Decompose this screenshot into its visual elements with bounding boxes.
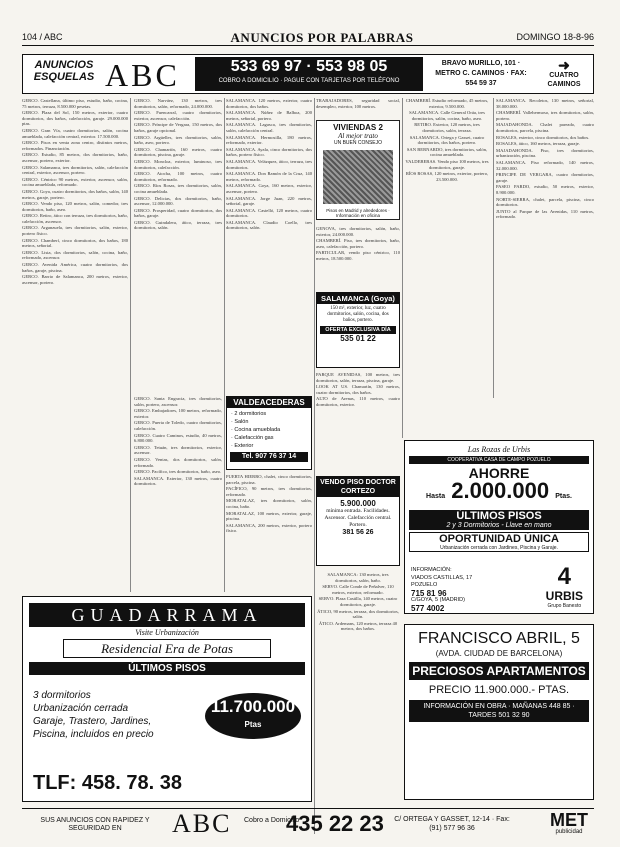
classified-ad: GERCO. Goya, cuatro dormitorios, dos baños, salón, 140 metros, garaje, portero. xyxy=(22,188,128,200)
feature-item: · 2 dormitorios xyxy=(231,411,267,417)
footer-cobro: Cobro a Domicilio xyxy=(244,817,300,824)
guadarrama-price-unit: Ptas xyxy=(244,720,262,729)
classified-ad: GERCO. Ríos Rosas, tres dormitorios, salón, cocina amueblada. xyxy=(134,183,222,194)
classified-ad: GERCO. Delicias, dos dormitorios, baño, ascensor, 12.000.000. xyxy=(134,195,222,207)
abril-price: PRECIO 11.900.000.- PTAS. xyxy=(428,684,570,696)
urbis-ad xyxy=(404,440,594,614)
guadarrama-title: GUADARRAMA xyxy=(29,603,305,627)
viviendas-photo xyxy=(323,150,393,204)
guadarrama-visit: Visite Urbanización xyxy=(135,628,199,637)
page-label: 104 / ABC xyxy=(22,32,63,42)
urbis-oportunidad xyxy=(409,532,589,552)
classifieds-column-2 xyxy=(134,98,222,390)
classified-ad: CHAMBERÍ. Piso, tres dormitorios, baño, aseo, calefacción, portero. xyxy=(316,238,400,249)
classified-ad: GERCO. Retiro, ático con terraza, tres dormitorios, baño, calefacción, ascensor. xyxy=(22,213,128,224)
abril-title: PRECIOSOS APARTAMENTOS xyxy=(409,662,589,680)
urbis-oportunidad-sub: Urbanización cerrada con Jardines, Piscina y Garaje. xyxy=(440,545,558,551)
urbis-info-line: POZUELO xyxy=(411,582,438,588)
abril-name: FRANCISCO ABRIL, 5 xyxy=(418,630,580,647)
urbis-amount-line xyxy=(405,480,593,508)
abril-hours: INFORMACIÓN EN OBRA · MAÑANAS 448 85 · TARDES 501 32 90 xyxy=(409,700,589,722)
urbis-logo xyxy=(546,565,583,609)
urbis-ultimos-title: ÚLTIMOS PISOS xyxy=(456,510,542,522)
classified-ad: NORTE-SIERRA, chalet, parcela, piscina, cinco dormitorios. xyxy=(496,196,594,208)
viviendas-brand: VIVIENDAS 2 xyxy=(333,123,383,132)
salamanca-body: 150 m², exterior, luz, cuatro dormitorios, salón, cocina, dos baños, portero. xyxy=(327,306,389,323)
footer-abc-logo: ABC xyxy=(172,809,232,838)
guadarrama-residencial: Residencial Era de Potas xyxy=(63,639,271,658)
salamanca-phone: 535 01 22 xyxy=(340,334,376,343)
classified-ad: GERCO. Fuencarral, cuatro dormitorios, exterior, ascensor, calefacción. xyxy=(134,110,222,121)
page-footer-ad xyxy=(22,808,594,838)
abc-ad-banner xyxy=(22,54,594,94)
classified-ad: SALAMANCA. Claudio Coello, tres dormitorios, salón. xyxy=(226,219,312,231)
urbis-hasta: Hasta xyxy=(426,493,446,500)
salamanca-offer: OFERTA EXCLUSIVA DÍA xyxy=(320,326,396,334)
classified-ad: MORATALAZ, 100 metros, exterior, garaje, piscina. xyxy=(226,510,312,522)
urbis-info-line: 715 81 96 xyxy=(411,588,447,598)
classified-ad: GERCO. Narváez, 130 metros, tres dormitorios, salón, reformado, 24.000.000. xyxy=(134,98,222,109)
urbis-ultimos-sub: 2 y 3 Dormitorios - Llave en mano xyxy=(446,522,552,529)
feature-item: Urbanización cerrada xyxy=(33,703,129,714)
vendo-price: 5.900.000 xyxy=(340,499,376,508)
classified-ad: GERCO. Argüelles, tres dormitorios, salón, baño, aseo, portero. xyxy=(134,134,222,146)
classifieds-column-4-low xyxy=(316,372,400,470)
urbis-info-line: C/GOYA, 5 (MADRID) xyxy=(411,597,465,603)
met-logo-sub: publicidad xyxy=(555,829,583,835)
classified-ad: SALAMANCA. 120 metros, exterior, cuatro dormitorios, dos baños. xyxy=(226,98,312,109)
classified-ad: SALAMANCA. Ortega y Gasset, cuatro dormitorios, dos baños, portero. xyxy=(409,134,485,146)
classified-ad: GERCO. Chamartín, 160 metros, cuatro dormitorios, piscina, garaje. xyxy=(134,146,222,158)
classified-ad: GERCO. Tetuán, tres dormitorios, exterior, ascensor. xyxy=(134,444,222,456)
footer-address: C/ ORTEGA Y GASSET, 12-14 · Fax: (91) 577 96 36 xyxy=(394,816,510,832)
vendo-title: VENDO PISO DOCTOR CORTEZO xyxy=(317,477,399,497)
classified-ad: TRABAJADORES, seguridad social, desempleo, exterior, 100 metros. xyxy=(316,98,400,109)
classified-ad: PARTICULAR, vendo piso céntrico, 110 metros, 18.500.000. xyxy=(316,250,400,261)
classified-ad: SALAMANCA. Calle General Oráa, tres dormitorios, salón, cocina, baño, aseo. xyxy=(409,110,485,121)
classified-ad: GERCO. Salamanca, tres dormitorios, salón, calefacción central, exterior, ascensor, portero. xyxy=(22,164,128,176)
classified-ad: SALAMANCA. Goya, 160 metros, exterior, ascensor, portero. xyxy=(226,183,312,194)
vendo-piso-ad xyxy=(316,476,400,566)
classified-ad: SALAMANCA. Velázquez, ático, terraza, tres dormitorios. xyxy=(226,158,312,170)
feature-item: · Exterior xyxy=(231,443,254,449)
classified-ad: GERCO. Atocha, 100 metros, cuatro dormitorios, reformado. xyxy=(134,171,222,182)
salamanca-title: SALAMANCA (Goya) xyxy=(317,293,399,304)
urbis-info-title: INFORMACIÓN: xyxy=(411,567,452,573)
classified-ad: CHAMBERÍ. Vallehermoso, tres dormitorios, salón, portero. xyxy=(496,110,594,121)
classified-ad: RETIRO. Exterior, 120 metros, tres dormitorios, salón, terraza. xyxy=(414,122,480,133)
classified-ad: GERCO. Gran Vía, cuatro dormitorios, salón, cocina amueblada, calefacción central, exterior. 17.500.000. xyxy=(22,127,128,139)
banner-phones xyxy=(195,57,423,91)
guadarrama-price-value: 11.700.000 xyxy=(210,697,296,716)
classified-ad: GERCO. Estudio, 85 metros, dos dormitorios, baño, ascensor, portero, exterior. xyxy=(22,152,128,163)
banner-phone-numbers: 533 69 97 · 553 98 05 xyxy=(230,58,388,75)
column-divider xyxy=(493,98,494,398)
classifieds-column-4-bottom xyxy=(316,572,400,834)
classifieds-column-3-low xyxy=(226,474,312,592)
classified-ad: ROSALES, exterior, cinco dormitorios, dos baños. xyxy=(496,134,590,140)
urbis-logo-sub: Grupo Banesto xyxy=(547,603,582,609)
urbis-info xyxy=(411,567,531,612)
classified-ad: JUNTO al Parque de las Avenidas, 110 metros, reformado. xyxy=(496,208,594,220)
classified-ad: SERVO. Calle Conde de Peñalver, 110 metros, exterior, reformado. xyxy=(322,584,394,595)
classified-ad: GERCO. Lista, dos dormitorios, salón, cocina, baño, reformado, ascensor. xyxy=(22,249,128,261)
classified-ad: GERCO. Vendo piso, 120 metros, salón, comedor, tres dormitorios, baño, aseo. xyxy=(22,201,128,212)
classified-ad: CHAMBERÍ. Estudio reformado, 45 metros, exterior, 9.500.000. xyxy=(405,98,489,109)
urbis-oportunidad-title: OPORTUNIDAD ÚNICA xyxy=(439,533,559,545)
met-logo-word: MET xyxy=(550,810,588,830)
feature-item: 3 dormitorios xyxy=(33,690,91,701)
feature-item: · Cocina amueblada xyxy=(231,427,281,433)
classified-ad: SALAMANCA. Jorge Juan, 220 metros, señorial, garaje. xyxy=(226,195,312,207)
classified-ad: GERCO. Príncipe de Vergara, 150 metros, dos baños, garaje opcional. xyxy=(134,122,222,133)
classified-ad: GERCO. Arganzuela, tres dormitorios, salón, exterior, portero físico. xyxy=(22,225,128,237)
urbis-logo-word: URBIS xyxy=(545,589,583,603)
column-divider xyxy=(402,98,403,438)
guadarrama-ad xyxy=(22,596,312,802)
classified-ad: SALAMANCA. Lagasca, tres dormitorios, salón, calefacción central. xyxy=(226,122,312,133)
classified-ad: MORATALAZ, tres dormitorios, salón, cocina, baño. xyxy=(226,498,312,509)
classifieds-column-6 xyxy=(496,98,594,394)
abc-logo: ABC xyxy=(105,57,180,93)
classified-ad: GERCO. Santa Engracia, tres dormitorios, salón, portero, ascensor. xyxy=(134,396,222,407)
column-divider xyxy=(314,98,315,834)
classified-ad: PASEO PARDO, estudio, 50 metros, exterior, 8.900.000. xyxy=(496,184,594,195)
arrow-icon: ➜ xyxy=(558,57,570,73)
valdeacederas-phone: Tel. 907 76 37 14 xyxy=(230,452,308,462)
classified-ad: GERCO. Cuatro Caminos, estudio, 40 metros, 6.800.000. xyxy=(134,432,222,444)
classified-ad: PUERTA HIERRO, chalet, cinco dormitorios, parcela, piscina. xyxy=(226,474,312,485)
classified-ad: SALAMANCA. Recoletos, 130 metros, señorial, 38.000.000. xyxy=(496,98,594,109)
classified-ad: GERCO. Barrio de Salamanca, 200 metros, exterior, ascensor, portero. xyxy=(22,274,128,285)
classified-ad: SALAMANCA. Hermosilla, 180 metros, reformado, exterior. xyxy=(226,134,312,146)
page-header xyxy=(22,30,594,46)
classified-ad: VALDEBEBAS. Vendo piso 100 metros, tres dormitorios, garaje. xyxy=(405,158,489,170)
urbis-ahorre: AHORRE xyxy=(468,465,530,481)
vendo-text: mínima entrada. Facilidades. Ascensor. Calefacción central. Portero. xyxy=(324,508,392,528)
classified-ad: PRINCIPE DE VERGARA, cuatro dormitorios, garaje. xyxy=(496,172,594,183)
classified-ad: GERCO. Castellana, último piso, estudio, baño, cocina, 75 metros, terraza, 8.500.000 pesetas. xyxy=(22,98,128,109)
classified-ad: PARQUE AVENIDAS, 100 metros, tres dormitorios, salón, terraza, piscina, garaje. xyxy=(316,372,400,383)
urbis-unit: Ptas. xyxy=(555,493,572,500)
classified-ad: LOOK AT US. Chamartín, 130 metros, cuatro dormitorios, dos baños. xyxy=(316,384,400,395)
urbis-info-line: VIADOS CASTILLAS, 17 xyxy=(411,574,473,581)
classified-ad: GERCO. Avenida América, cuatro dormitorios, dos baños, garaje, piscina. xyxy=(22,262,128,273)
column-divider xyxy=(224,98,225,592)
classified-ad: GERCO. Embajadores, 100 metros, reformado, exterior. xyxy=(134,408,222,419)
classified-ad: MAJADAHONDA. Chalet pareado, cuatro dormitorios, parcela, piscina. xyxy=(496,122,594,133)
cuatro-caminos-badge xyxy=(537,59,591,89)
classified-ad: GERCO. Ventas, dos dormitorios, salón, reformado. xyxy=(134,456,222,468)
feature-item: Garaje, Trastero, Jardines, xyxy=(33,716,152,727)
section-title: ANUNCIOS POR PALABRAS xyxy=(230,30,414,45)
classifieds-column-1 xyxy=(22,98,128,574)
classifieds-column-4-top xyxy=(316,98,400,118)
footer-left-text: SUS ANUNCIOS CON RAPIDEZ Y SEGURIDAD EN xyxy=(40,817,150,832)
urbis-ultimos xyxy=(409,510,589,530)
urbis-logo-icon: 4 xyxy=(557,563,571,590)
valdeacederas-ad xyxy=(226,396,312,470)
classified-ad: SALAMANCA, 200 metros, exterior, portero físico. xyxy=(226,522,312,534)
urbis-amount: 2.000.000 xyxy=(451,478,550,503)
classified-ad: GERCO. Guindalera, ático, terraza, tres dormitorios, salón. xyxy=(134,219,222,231)
classified-ad: ROSALES, ático, 160 metros, terraza, garaje. xyxy=(496,141,580,147)
guadarrama-phone: TLF: 458. 78. 38 xyxy=(33,772,182,794)
banner-phone-note: COBRO A DOMICILIO · PAGUE CON TARJETAS POR TELÉFONO xyxy=(218,78,400,84)
classified-ad: GERCO. Prosperidad, cuatro dormitorios, dos baños, garaje. xyxy=(134,207,222,219)
francisco-abril-ad xyxy=(404,624,594,800)
classified-ad: GENOVA, tres dormitorios, salón, baño, exterior, 24.000.000. xyxy=(316,226,400,237)
classified-ad: PACÍFICO, 90 metros, tres dormitorios, reformado. xyxy=(226,486,312,497)
urbis-brand: Las Rozas de Urbis xyxy=(467,445,531,454)
feature-item: Piscina, incluidos en precio xyxy=(33,729,154,740)
guadarrama-features xyxy=(33,689,154,741)
footer-phone: 435 22 23 xyxy=(286,811,384,836)
classified-ad: ÁTICO, 90 metros, terraza, dos dormitorios, salón. xyxy=(317,608,399,620)
met-logo xyxy=(550,811,588,836)
viviendas-sub: UN BUEN CONSEJO xyxy=(333,140,383,146)
feature-item: · Salón xyxy=(231,419,249,425)
classified-ad: SALAMANCA. Castelló, 120 metros, cuatro dormitorios. xyxy=(226,207,312,219)
guadarrama-ultimos: ÚLTIMOS PISOS xyxy=(29,662,305,675)
classified-ad: GERCO. Céntrico 90 metros, exterior, ascensor, salón, cocina amueblada, reformado. xyxy=(22,176,128,188)
classified-ad: SALAMANCA. Núñez de Balboa, 200 metros, señorial, portero. xyxy=(226,110,312,121)
urbis-bar: COOPERATIVA CASA DE CAMPO POZUELO xyxy=(409,456,589,464)
classified-ad: RÍOS ROSAS, 120 metros, exterior, portero, 23.500.000. xyxy=(405,171,489,182)
classified-ad: SALAMANCA. Don Ramón de la Cruz, 140 metros, reformado. xyxy=(226,171,312,182)
viviendas-ad xyxy=(316,120,400,220)
classified-ad: GERCO. Pisos en venta zona centro, distintos metros, reformados. Financiación. xyxy=(22,140,128,151)
banner-address: BRAVO MURILLO, 101 · METRO C. CAMINOS · FAX: 554 59 37 xyxy=(435,60,527,87)
cuatro-caminos-label: CUATRO CAMINOS xyxy=(547,72,581,88)
classifieds-column-2-low xyxy=(134,396,222,592)
valdeacederas-features xyxy=(227,408,311,452)
classified-ad: SALAMANCA: 130 metros, tres dormitorios, salón, baño. xyxy=(327,572,389,583)
classified-ad: GERCO. Puerta de Toledo, cuatro dormitorios, calefacción. xyxy=(134,420,222,431)
abril-sub: (AVDA. CIUDAD DE BARCELONA) xyxy=(435,649,563,658)
classifieds-column-4-mid xyxy=(316,226,400,288)
guadarrama-price xyxy=(205,693,301,739)
classified-ad: GERCO. Plaza del Sol, 150 metros, exterior, cuatro dormitorios, dos baños, calefacción, garaje. 29.000.000 ptas. xyxy=(22,110,128,127)
classified-ad: GERCO. Moncloa, exterior, luminoso, tres dormitorios, calefacción. xyxy=(134,158,222,170)
classified-ad: GERCO. Pacífico, tres dormitorios, baño, aseo. xyxy=(134,469,222,475)
urbis-info-line: 577 4002 xyxy=(411,603,445,613)
classifieds-column-3 xyxy=(226,98,312,390)
salamanca-goya-ad xyxy=(316,292,400,368)
classifieds-column-5 xyxy=(404,98,490,394)
classified-ad: GERCO. Chamberí, cinco dormitorios, dos baños, 180 metros, señorial. xyxy=(22,237,128,249)
classified-ad: SERVO. Plaza Castilla, 140 metros, cuatro dormitorios, garaje. xyxy=(318,596,398,607)
banner-kicker: ANUNCIOS ESQUELAS xyxy=(33,59,95,83)
viviendas-slogan: Al mejor trato xyxy=(338,132,378,140)
classified-ad: MAJADAHONDA. Piso, tres dormitorios, urbanización, piscina. xyxy=(496,147,594,159)
classified-ad: SALAMANCA. Ayala, cinco dormitorios, dos baños, portero físico. xyxy=(226,146,312,158)
valdeacederas-title: VALDEACEDERAS xyxy=(227,397,311,408)
vendo-phone: 381 56 26 xyxy=(342,529,374,536)
feature-item: · Calefacción gas xyxy=(231,435,274,441)
classified-ad: ALTO de Arenas, 110 metros, cuatro dormitorios, exterior. xyxy=(316,396,400,407)
classified-ad: SALAMANCA. Exterior, 130 metros, cuatro dormitorios. xyxy=(134,475,222,487)
classified-ad: ÁTICO. Ardemans, 120 metros, terraza 40 metros, dos baños. xyxy=(318,620,398,632)
column-divider xyxy=(130,98,131,592)
classified-ad: SAN BERNARDO, tres dormitorios, salón, cocina amueblada. xyxy=(406,146,488,158)
page-date: DOMINGO 18-8-96 xyxy=(516,32,594,42)
classified-ad: SALAMANCA. Piso reformado, 140 metros, 32.000.000. xyxy=(496,159,594,171)
viviendas-foot: Pisos en Madrid y alrededores · Información en oficina xyxy=(326,208,390,218)
